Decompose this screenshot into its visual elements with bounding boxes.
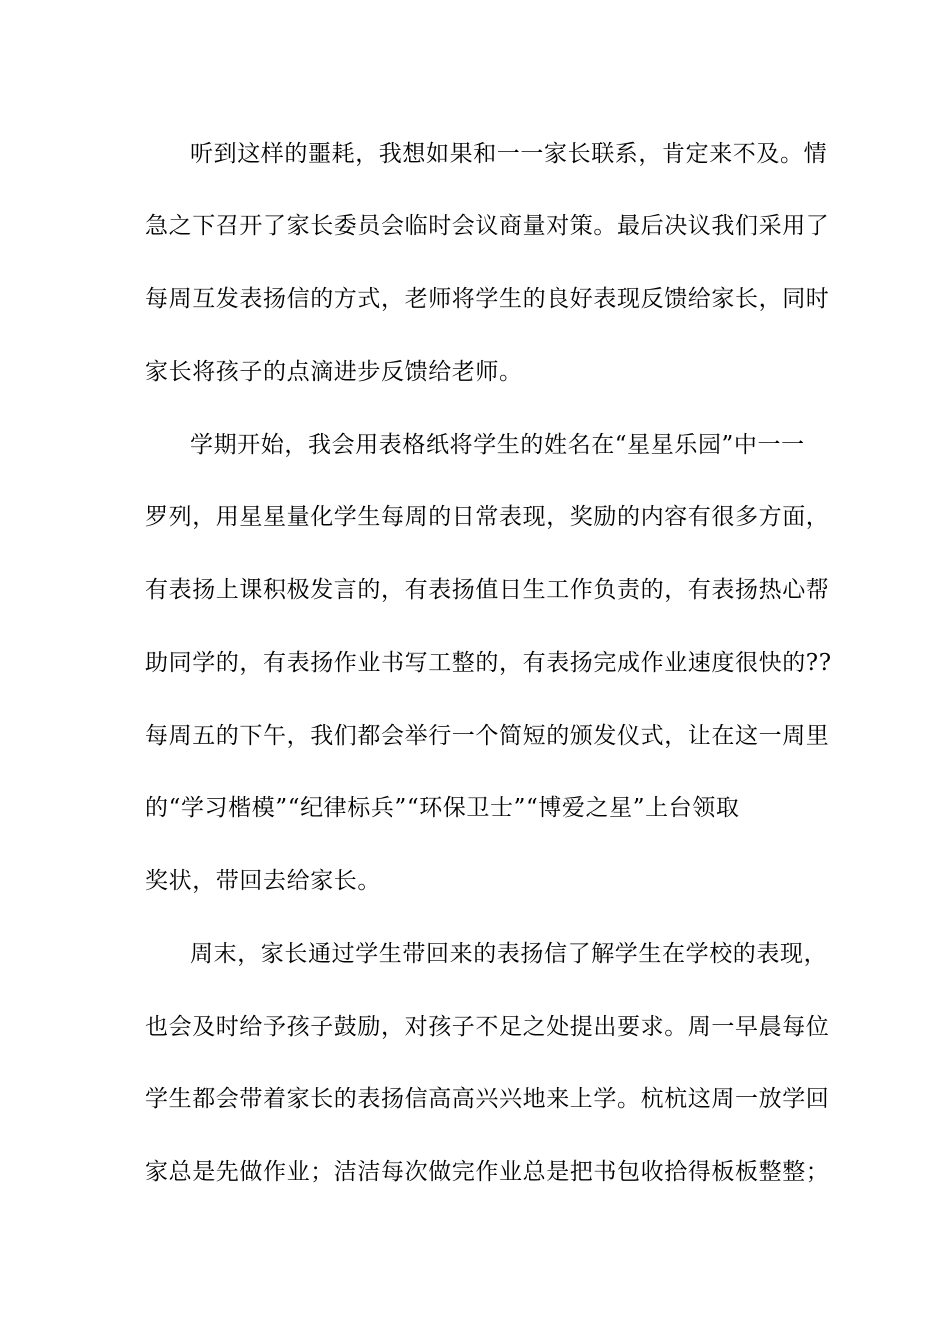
paragraph-3-line-3: 学生都会带着家长的表扬信高高兴兴地来上学。杭杭这周一放学回	[145, 1086, 830, 1112]
paragraph-1-line-1: 听到这样的噩耗，我想如果和一一家长联系，肯定来不及。情	[190, 141, 828, 167]
paragraph-3-line-4: 家总是先做作业；洁洁每次做完作业总是把书包收拾得板板整整；	[145, 1159, 830, 1185]
paragraph-1-line-4: 家长将孩子的点滴进步反馈给老师。	[145, 359, 523, 385]
paragraph-3-line-2: 也会及时给予孩子鼓励，对孩子不足之处提出要求。周一早晨每位	[145, 1014, 830, 1040]
paragraph-1-line-3: 每周互发表扬信的方式，老师将学生的良好表现反馈给家长，同时	[145, 286, 830, 312]
paragraph-2-line-1: 学期开始，我会用表格纸将学生的姓名在“星星乐园”中一一	[190, 432, 805, 458]
paragraph-2-line-7: 奖状，带回去给家长。	[145, 868, 381, 894]
paragraph-2-line-2: 罗列，用星星量化学生每周的日常表现，奖励的内容有很多方面，	[145, 504, 830, 530]
paragraph-2-line-6: 的“学习楷模”“纪律标兵”“环保卫士”“博爱之星”上台领取	[145, 795, 740, 821]
paragraph-2-line-3: 有表扬上课积极发言的，有表扬值日生工作负责的，有表扬热心帮	[145, 577, 830, 603]
paragraph-2-line-5: 每周五的下午，我们都会举行一个简短的颁发仪式，让在这一周里	[145, 723, 830, 749]
paragraph-1-line-2: 急之下召开了家长委员会临时会议商量对策。最后决议我们采用了	[145, 213, 830, 239]
paragraph-3-line-1: 周末，家长通过学生带回来的表扬信了解学生在学校的表现，	[190, 941, 828, 967]
paragraph-2-line-4: 助同学的，有表扬作业书写工整的，有表扬完成作业速度很快的??	[145, 650, 832, 676]
